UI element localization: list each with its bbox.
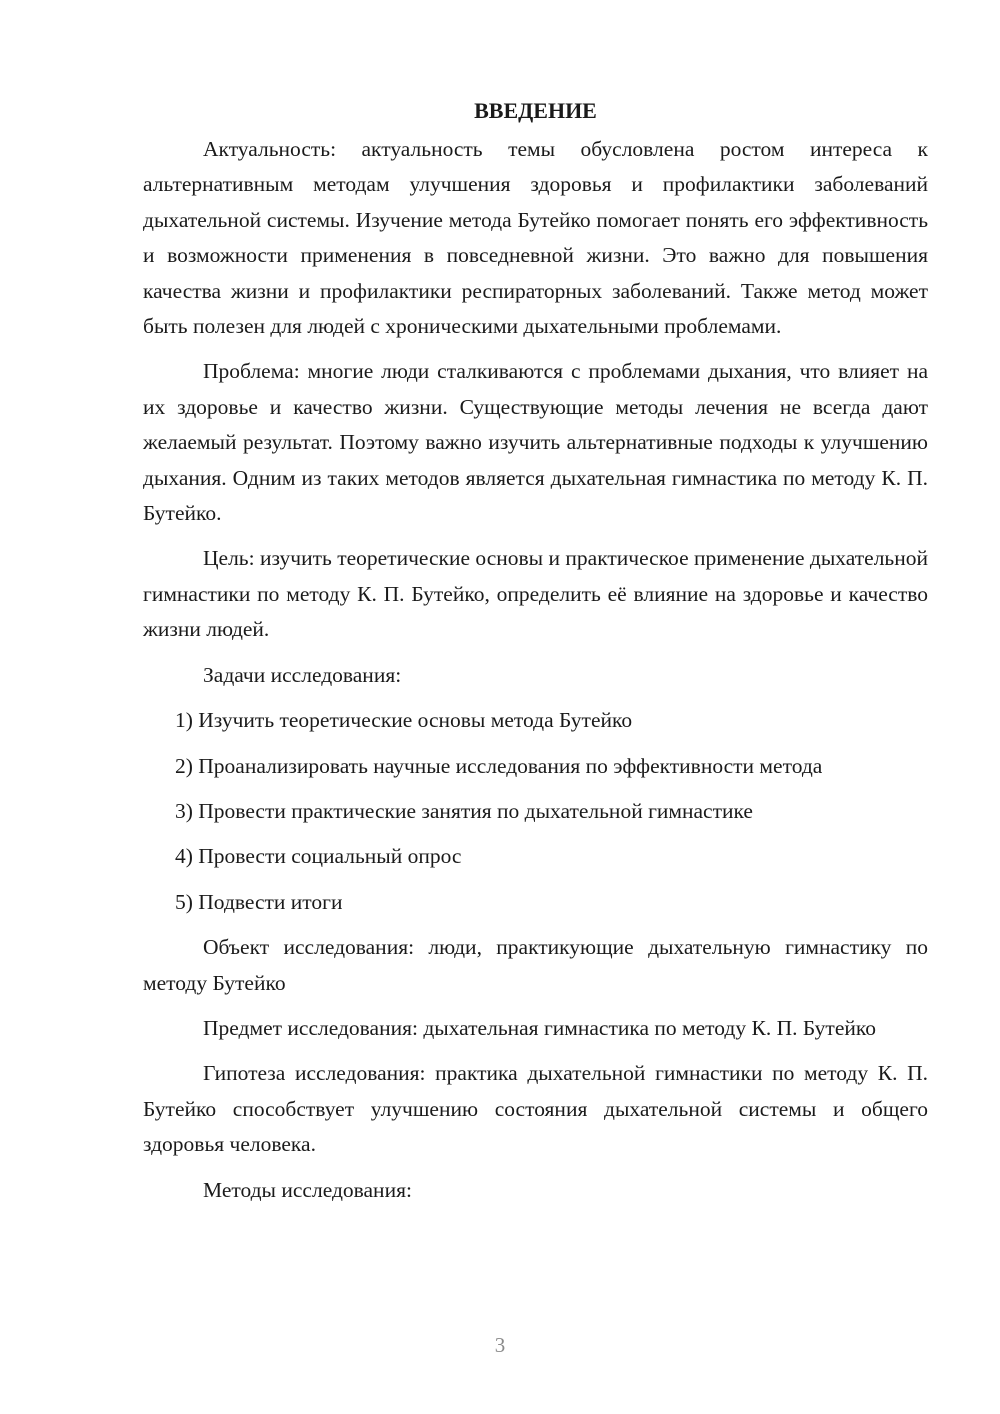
paragraph-relevance: Актуальность: актуальность темы обусловлена ростом интереса к альтернативным методам улучшения здоровья и профилактики заболеваний дыхательной системы. Изучение метода Бутейко помогает понять его эффективность и возможности применения в повседневной жизни. Это важно для повышения качества жизни и профилактики респираторных заболеваний. Также метод может быть полезен для людей с хроническими дыхательными проблемами. bbox=[143, 137, 928, 339]
paragraph-problem: Проблема: многие люди сталкиваются с проблемами дыхания, что влияет на их здоровье и качество жизни. Существующие методы лечения не всегда дают желаемый результат. Поэтому важно изучить альтернативные подходы к улучшению дыхания. Одним из таких методов является дыхательная гимнастика по методу К. П. Бутейко. bbox=[143, 359, 928, 526]
tasks-list bbox=[143, 703, 928, 920]
section-title: ВВЕДЕНИЕ bbox=[474, 98, 597, 123]
paragraph-object: Объект исследования: люди, практикующие дыхательную гимнастику по методу Бутейко bbox=[143, 935, 928, 995]
paragraph-hypothesis: Гипотеза исследования: практика дыхательной гимнастики по методу К. П. Бутейко способствует улучшению состояния дыхательной системы и общего здоровья человека. bbox=[143, 1061, 928, 1157]
task-item: 1) Изучить теоретические основы метода Бутейко bbox=[175, 708, 633, 733]
page-number: 3 bbox=[494, 1333, 506, 1357]
paragraph-goal: Цель: изучить теоретические основы и практическое применение дыхательной гимнастики по методу К. П. Бутейко, определить её влияние на здоровье и качество жизни людей. bbox=[143, 546, 928, 642]
paragraph-subject: Предмет исследования: дыхательная гимнастика по методу К. П. Бутейко bbox=[203, 1015, 876, 1040]
task-item: 4) Провести социальный опрос bbox=[175, 844, 462, 869]
methods-heading: Методы исследования: bbox=[203, 1177, 412, 1202]
task-item: 5) Подвести итоги bbox=[175, 889, 343, 914]
tasks-heading: Задачи исследования: bbox=[203, 662, 402, 687]
task-item: 3) Провести практические занятия по дыхательной гимнастике bbox=[175, 798, 753, 823]
document-page bbox=[143, 96, 928, 1218]
task-item: 2) Проанализировать научные исследования по эффективности метода bbox=[175, 753, 823, 778]
